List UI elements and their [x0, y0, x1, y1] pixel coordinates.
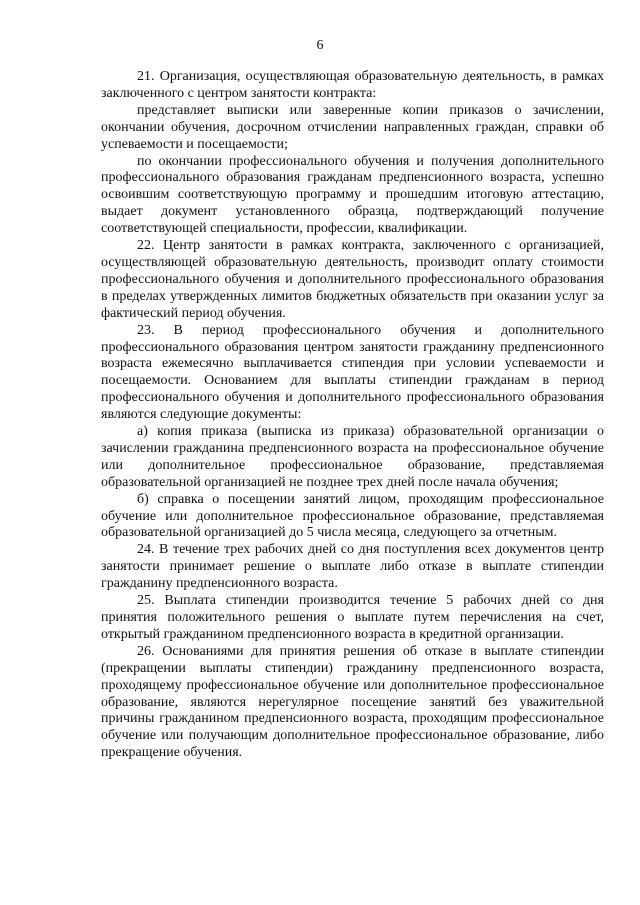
document-body — [101, 69, 604, 762]
paragraph-26: 26. Основаниями для принятия решения об отказе в выплате стипендии (прекращении выплаты стипендии) гражданину предпенсионного возраста, проходящему профессиональное обучение или дополнительное профессиональное образование, являются нерегулярное посещение занятий без уважительной причины гражданином предпенсионного возраста, проходящим профессиональное обучение или получающим дополнительное профессиональное образование, либо прекращение обучения. — [101, 643, 604, 761]
paragraph-22: 22. Центр занятости в рамках контракта, заключенного с организацией, осуществляющей образовательную деятельность, производит оплату стоимости профессионального обучения и дополнительного профессионального образования в пределах утвержденных лимитов бюджетных обязательств при оказании услуг за фактический период обучения. — [101, 238, 604, 321]
paragraph-23-item-b: б) справка о посещении занятий лицом, проходящим профессиональное обучение или дополнительное профессиональное образование, представляемая образовательной организацией до 5 числа месяца, следующего за отчетным. — [101, 491, 604, 541]
paragraph-21: 21. Организация, осуществляющая образовательную деятельность, в рамках заключенного с центром занятости контракта: — [101, 69, 604, 101]
paragraph-21-item-1: представляет выписки или заверенные копии приказов о зачислении, окончании обучения, досрочном отчислении направленных граждан, справки об успеваемости и посещаемости; — [101, 102, 604, 152]
paragraph-23: 23. В период профессионального обучения и дополнительного профессионального образования центром занятости гражданину предпенсионного возраста ежемесячно выплачивается стипендия при условии успеваемости и посещаемости. Основанием для выплаты стипендии гражданам в период профессионального обучения и дополнительного профессионального образования являются следующие документы: — [101, 322, 604, 423]
paragraph-24: 24. В течение трех рабочих дней со дня поступления всех документов центр занятости принимает решение о выплате либо отказе в выплате стипендии гражданину предпенсионного возраста. — [101, 542, 604, 592]
paragraph-25: 25. Выплата стипендии производится течение 5 рабочих дней со дня принятия положительного решения о выплате путем перечисления на счет, открытый гражданином предпенсионного возраста в кредитной организации. — [101, 593, 604, 642]
paragraph-21-item-2: по окончании профессионального обучения и получения дополнительного профессионального образования гражданам предпенсионного возраста, успешно освоившим соответствующую программу и прошедшим итоговую аттестацию, выдает документ установленного образца, подтверждающий получение соответствующей специальности, профессии, квалификации. — [101, 153, 604, 237]
paragraph-23-item-a: а) копия приказа (выписка из приказа) образовательной организации о зачислении гражданина предпенсионного возраста на профессиональное обучение или дополнительное профессиональное образование, представляемая образовательной организацией не позднее трех дней после начала обучения; — [101, 424, 604, 490]
page-number: 6 — [316, 38, 324, 53]
